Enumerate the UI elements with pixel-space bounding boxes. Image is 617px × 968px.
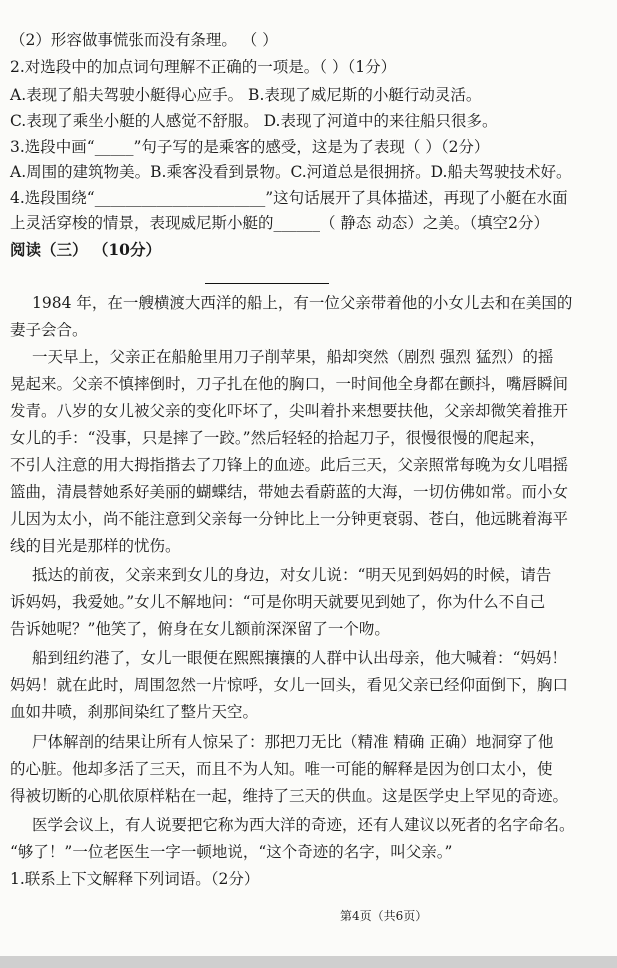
passage-line: 船到纽约港了，女儿一眼便在熙熙攘攘的人群中认出母亲，他大喊着：“妈妈！ [32, 649, 567, 667]
passage-line: 尸体解剖的结果让所有人惊呆了：那把刀无比（精准 精确 正确）地洞穿了他 [32, 733, 554, 751]
passage-line: 儿因为太小，尚不能注意到父亲每一分钟比上一分钟更衰弱、苍白，他远眺着海平 [10, 510, 569, 528]
passage-line: 诉妈妈，我爱她。”女儿不解地问：“可是你明天就要见到她了，你为什么不自己 [10, 593, 546, 611]
passage-line: 女儿的手：“没事，只是摔了一跤。”然后轻轻的拾起刀子，很慢很慢的爬起来， [10, 429, 546, 447]
question-3: 3.选段中画“_____”句子写的是乘客的感受，这是为了表现（ ）（2分） [10, 138, 490, 156]
passage-line: 得被切断的心肌依原样粘在一起，维持了三天的供血。这是医学史上罕见的奇迹。 [10, 787, 569, 805]
page-number: 第4页（共6页） [340, 909, 428, 923]
question-3-options: A.周围的建筑物美。B.乘客没看到景物。C.河道总是很拥挤。D.船夫驾驶技术好。 [10, 163, 572, 181]
passage-line: 发青。八岁的女儿被父亲的变化吓坏了，尖叫着扑来想要扶他，父亲却微笑着推开 [10, 402, 569, 420]
question-2-options-cd: C.表现了乘坐小艇的人感觉不舒服。 D.表现了河道中的来往船只很多。 [10, 112, 498, 130]
q2-sub-item: （2）形容做事慌张而没有条理。 （ ） [10, 31, 278, 49]
passage-line: 线的目光是那样的忧伤。 [10, 537, 181, 555]
question-4: 4.选段围绕“______________________”这句话展开了具体描述，再现了小艇在水面 [10, 189, 568, 207]
section-heading-reading-3: 阅读（三） （10分） [10, 240, 161, 259]
question-1-vocab: 1.联系上下文解释下列词语。（2分） [10, 870, 260, 888]
passage-line: 1984 年，在一艘横渡大西洋的船上，有一位父亲带着他的小女儿去和在美国的 [32, 294, 573, 312]
question-2-options-ab: A.表现了船夫驾驶小艇得心应手。 B.表现了威尼斯的小艇行动灵活。 [10, 86, 482, 104]
passage-line: 晃起来。父亲不慎摔倒时，刀子扎在他的胸口，一时间他全身都在颤抖，嘴唇瞬间 [10, 375, 569, 393]
question-2: 2.对选段中的加点词句理解不正确的一项是。（ ）（1分） [10, 58, 397, 76]
passage-line: 抵达的前夜，父亲来到女儿的身边，对女儿说：“明天见到妈妈的时候，请告 [32, 566, 552, 584]
scan-bottom-edge [0, 956, 617, 968]
passage-line: 的心脏。他却多活了三天，而且不为人知。唯一可能的解释是因为创口太小，使 [10, 760, 553, 778]
passage-line: 血如井喷，刹那间染红了整片天空。 [10, 703, 259, 721]
passage-line: 篮曲，清晨替她系好美丽的蝴蝶结，带她去看蔚蓝的大海，一切仿佛如常。而小女 [10, 483, 569, 501]
passage-line: 妻子会合。 [10, 321, 88, 339]
passage-line: 告诉她呢？”他笑了，俯身在女儿额前深深留了一个吻。 [10, 620, 390, 638]
passage-line: 一天早上，父亲正在船舱里用刀子削苹果，船却突然（剧烈 强烈 猛烈）的摇 [32, 348, 554, 366]
passage-line: 医学会议上，有人说要把它称为西大洋的奇迹，还有人建议以死者的名字命名。 [32, 816, 575, 834]
passage-line: 不引人注意的用大拇指揩去了刀锋上的血迹。此后三天，父亲照常每晚为女儿唱摇 [10, 456, 569, 474]
passage-line: 妈妈！就在此时，周围忽然一片惊呼，女儿一回头，看见父亲已经仰面倒下，胸口 [10, 676, 569, 694]
passage-line: “够了！”一位老医生一字一顿地说，“这个奇迹的名字，叫父亲。” [10, 843, 453, 861]
question-4-continued: 上灵活穿梭的情景，表现威尼斯小艇的______（ 静态 动态）之美。（填空2分） [10, 214, 549, 232]
passage-title-blank [205, 283, 329, 284]
